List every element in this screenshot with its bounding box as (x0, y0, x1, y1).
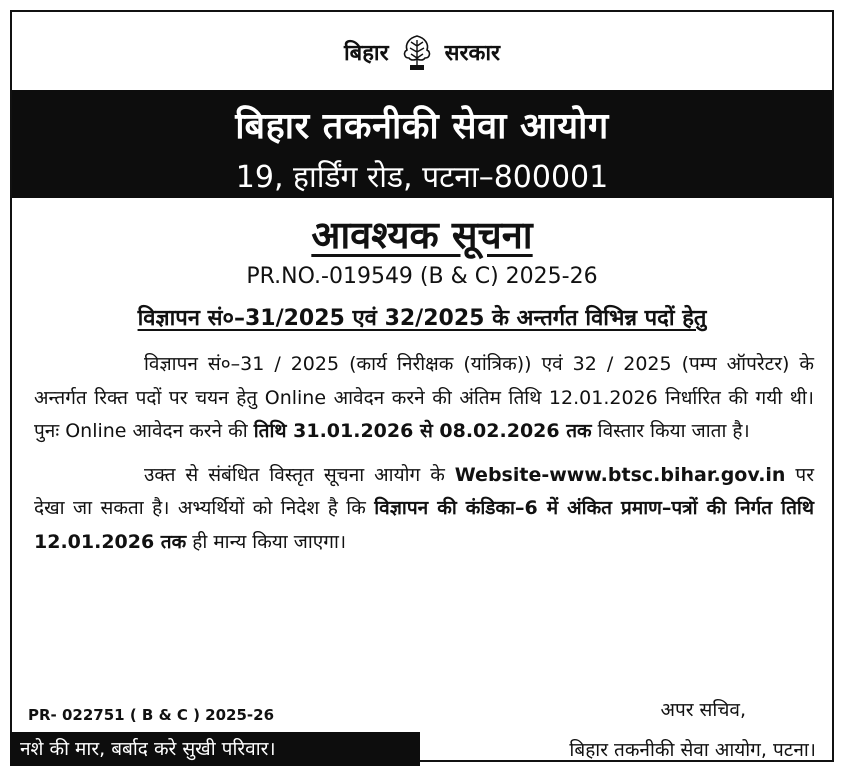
signatory-organization: बिहार तकनीकी सेवा आयोग, पटना। (569, 739, 816, 761)
website-link[interactable]: Website-www.btsc.bihar.gov.in (454, 463, 786, 486)
paragraph-extension (34, 348, 814, 449)
para2-mid: पर देखा जा सकता है। अभ्यर्थियों को निदेश है कि (34, 463, 814, 519)
commission-address: 19, हार्डिंग रोड, पटना–800001 (235, 160, 609, 195)
slogan-banner: नशे की मार, बर्बाद करे सुखी परिवार। (10, 732, 420, 766)
notice-title: आवश्यक सूचना (311, 213, 533, 257)
para1-text: विज्ञापन सं०–31 / 2025 (कार्य निरीक्षक (यांत्रिक)) एवं 32 / 2025 (पम्प ऑपरेटर) के अन्तर्गत रिक्त पदों पर चयन हेतु Online आवेदन करने की अंतिम तिथि 12.01.2026 निर्धारित की गयी थी। पुनः Online आवेदन करने की (34, 353, 814, 442)
notice-body (34, 348, 814, 569)
para2-end: ही मान्य किया जाएगा। (186, 530, 347, 553)
paragraph-website (34, 459, 814, 560)
commission-name: बिहार तकनीकी सेवा आयोग (235, 106, 609, 147)
pr-number: PR.NO.-019549 (B & C) 2025-26 (246, 264, 598, 289)
government-header (12, 32, 832, 72)
state-label-left: बिहार (343, 41, 389, 66)
signatory-title: अपर सचिव, (660, 699, 746, 721)
bodhi-tree-emblem-icon (399, 32, 435, 72)
para2-text: उक्त से संबंधित विस्तृत सूचना आयोग के (144, 463, 455, 486)
state-label-right: सरकार (444, 41, 501, 66)
notice-frame (10, 10, 834, 762)
notice-subject: विज्ञापन सं०–31/2025 एवं 32/2025 के अन्तर्गत विभिन्न पदों हेतु (137, 306, 707, 331)
para2-certificate-date: विज्ञापन की कंडिका–6 में अंकित प्रमाण–पत्रों की निर्गत तिथि 12.01.2026 तक (34, 497, 814, 553)
para1-end: विस्तार किया जाता है। (591, 420, 750, 442)
para1-dates: तिथि 31.01.2026 से 08.02.2026 तक (253, 420, 592, 442)
pr-reference: PR- 022751 ( B & C ) 2025-26 (28, 706, 275, 724)
header-band (12, 90, 832, 198)
